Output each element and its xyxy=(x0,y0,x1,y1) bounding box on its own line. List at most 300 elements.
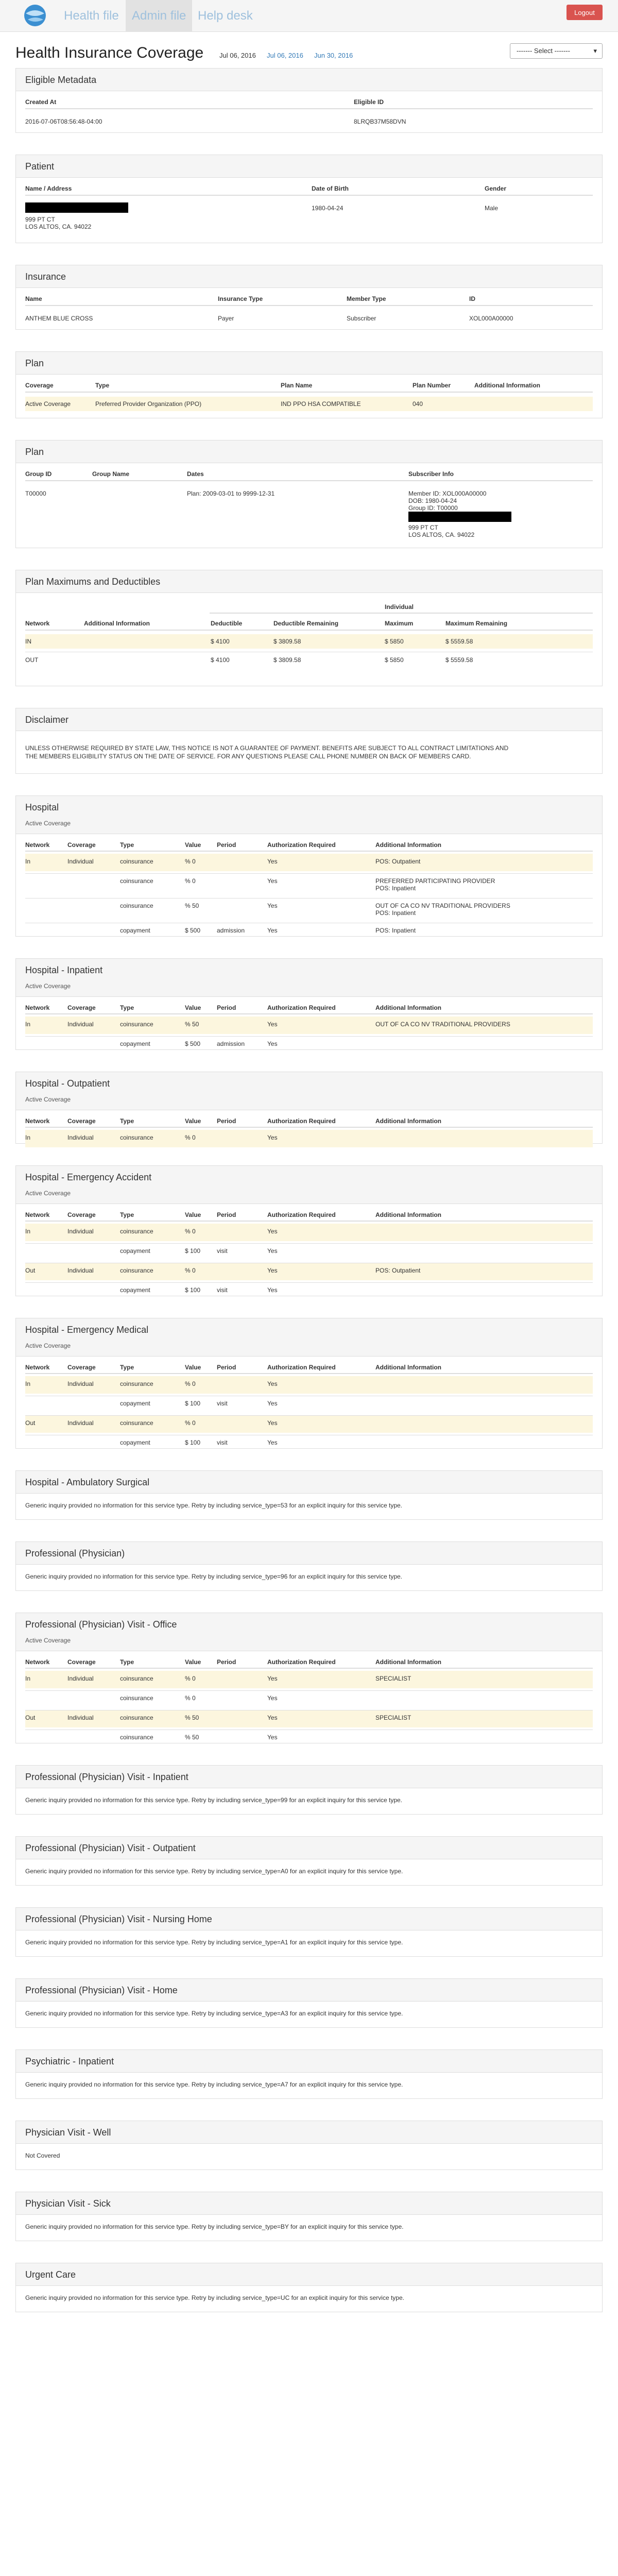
patient-address-line2: LOS ALTOS, CA. 94022 xyxy=(25,223,92,230)
benefit-cell: coinsurance xyxy=(120,1734,153,1741)
plan-cell: IND PPO HSA COMPATIBLE xyxy=(281,400,361,408)
header-rule xyxy=(25,1373,593,1374)
benefit-cell: % 0 xyxy=(185,877,196,885)
col-header: Period xyxy=(217,1658,236,1666)
header-rule xyxy=(25,1221,593,1222)
benefit-cell: coinsurance xyxy=(120,1228,153,1235)
section-note: Generic inquiry provided no information for this service type. Retry by including service_type=BY for an explicit inquiry for this service type. xyxy=(25,2223,404,2230)
benefit-cell: copayment xyxy=(120,1286,150,1294)
col-header: Authorization Required xyxy=(267,1364,336,1371)
title-bar xyxy=(0,32,618,68)
benefit-cell: In xyxy=(25,858,31,865)
benefit-cell: In xyxy=(25,1380,31,1387)
col-header-created-at: Created At xyxy=(25,98,57,106)
benefit-cell: Yes xyxy=(267,1267,278,1274)
section-note: Not Covered xyxy=(25,2152,60,2159)
panel-subtitle: Active Coverage xyxy=(25,1190,71,1197)
col-header: Type xyxy=(120,841,134,849)
benefit-cell: Individual xyxy=(67,1134,94,1141)
insurance-cell: XOL000A00000 xyxy=(469,315,513,322)
col-header: Value xyxy=(185,1211,201,1218)
nav-tab-admin-file[interactable]: Admin file xyxy=(126,0,192,32)
col-header: Type xyxy=(95,382,110,389)
panel-title: Professional (Physician) Visit - Inpatient xyxy=(25,1772,188,1782)
benefit-cell: admission xyxy=(217,927,245,934)
benefit-cell: POS: Inpatient xyxy=(375,927,416,934)
col-header: Deductible Remaining xyxy=(273,620,339,627)
panel-heading xyxy=(16,155,602,178)
panel-title: Plan xyxy=(25,358,44,368)
col-header: Group ID xyxy=(25,470,52,478)
col-header: Deductible xyxy=(211,620,243,627)
benefit-cell: copayment xyxy=(120,1247,150,1255)
col-header: Maximum Remaining xyxy=(445,620,508,627)
col-header: Insurance Type xyxy=(218,295,263,302)
max-cell: $ 5559.58 xyxy=(445,656,473,664)
panel-benefit-section xyxy=(15,2049,603,2099)
benefit-cell: copayment xyxy=(120,927,150,934)
patient-gender: Male xyxy=(485,205,499,212)
panel-title: Urgent Care xyxy=(25,2269,76,2280)
col-header: Type xyxy=(120,1211,134,1218)
benefit-cell: Yes xyxy=(267,1021,278,1028)
col-header: Additional Information xyxy=(375,1117,441,1125)
col-header: Network xyxy=(25,841,50,849)
panel-patient xyxy=(15,155,603,243)
row-rule xyxy=(25,1036,593,1037)
col-header: Additional Information xyxy=(375,1004,441,1011)
benefit-cell: Yes xyxy=(267,1380,278,1387)
benefit-cell: coinsurance xyxy=(120,1419,153,1427)
benefit-cell: copayment xyxy=(120,1040,150,1047)
col-header: Coverage xyxy=(67,1117,96,1125)
section-note: Generic inquiry provided no information for this service type. Retry by including service_type=UC for an explicit inquiry for this service type. xyxy=(25,2294,404,2301)
header-rule xyxy=(25,392,593,393)
col-header: Type xyxy=(120,1364,134,1371)
benefit-cell: coinsurance xyxy=(120,1694,153,1702)
benefit-cell: Yes xyxy=(267,927,278,934)
eligible-id-value: 8LRQB37M58DVN xyxy=(354,118,406,125)
date-select-value: ------- Select ------- xyxy=(517,47,570,55)
panel-title: Professional (Physician) Visit - Office xyxy=(25,1619,177,1630)
panel-heading xyxy=(16,2263,602,2286)
date-link-current[interactable]: Jul 06, 2016 xyxy=(219,52,256,59)
section-note: Generic inquiry provided no information for this service type. Retry by including service_type=A7 for an explicit inquiry for this service type. xyxy=(25,2081,403,2088)
subscriber-group-id: Group ID: T00000 xyxy=(408,504,458,512)
col-header: Value xyxy=(185,1117,201,1125)
col-header: Authorization Required xyxy=(267,1211,336,1218)
benefit-cell: Individual xyxy=(67,1419,94,1427)
col-header: Plan Number xyxy=(413,382,451,389)
benefit-cell: Yes xyxy=(267,1247,278,1255)
row-rule xyxy=(25,898,593,899)
benefit-cell: Yes xyxy=(267,877,278,885)
benefit-cell: Individual xyxy=(67,1714,94,1721)
benefit-cell: coinsurance xyxy=(120,1134,153,1141)
benefit-cell: coinsurance xyxy=(120,1675,153,1682)
panel-subtitle: Active Coverage xyxy=(25,1096,71,1103)
col-header-eligible-id: Eligible ID xyxy=(354,98,384,106)
panel-benefit-section xyxy=(15,1907,603,1957)
panel-benefit-section xyxy=(15,2192,603,2241)
panel-benefit-section xyxy=(15,2121,603,2170)
highlight-row xyxy=(25,854,593,871)
benefit-cell: $ 100 xyxy=(185,1439,201,1446)
benefit-cell: visit xyxy=(217,1400,228,1407)
max-cell: $ 3809.58 xyxy=(273,656,301,664)
row-rule xyxy=(25,1282,593,1283)
benefit-cell: copayment xyxy=(120,1400,150,1407)
col-header: Coverage xyxy=(67,1364,96,1371)
nav-tab-help-desk[interactable]: Help desk xyxy=(198,9,253,23)
benefit-cell: visit xyxy=(217,1247,228,1255)
panel-insurance xyxy=(15,265,603,330)
col-header: Period xyxy=(217,1364,236,1371)
panel-title: Psychiatric - Inpatient xyxy=(25,2056,114,2066)
panel-plan-maximums xyxy=(15,570,603,686)
benefit-cell: Individual xyxy=(67,1675,94,1682)
panel-subtitle: Active Coverage xyxy=(25,1342,71,1349)
col-header: Period xyxy=(217,1004,236,1011)
max-cell: IN xyxy=(25,638,31,645)
benefit-cell: $ 500 xyxy=(185,927,201,934)
benefit-cell: OUT OF CA CO NV TRADITIONAL PROVIDERS xyxy=(375,902,510,909)
max-cell: $ 4100 xyxy=(211,656,230,664)
benefit-cell: Out xyxy=(25,1419,36,1427)
benefit-cell: POS: Outpatient xyxy=(375,1267,421,1274)
panel-heading xyxy=(16,708,602,731)
max-cell: $ 5850 xyxy=(385,656,404,664)
plan-dates: Plan: 2009-03-01 to 9999-12-31 xyxy=(187,490,275,497)
benefit-cell: coinsurance xyxy=(120,877,153,885)
col-header: Authorization Required xyxy=(267,1004,336,1011)
col-header: Coverage xyxy=(67,1004,96,1011)
panel-subtitle: Active Coverage xyxy=(25,820,71,827)
insurance-cell: ANTHEM BLUE CROSS xyxy=(25,315,93,322)
panel-title: Disclaimer xyxy=(25,715,69,725)
panel-title: Professional (Physician) Visit - Outpatient xyxy=(25,1843,196,1853)
panel-heading xyxy=(16,796,602,834)
col-header: Coverage xyxy=(67,841,96,849)
panel-benefit-section xyxy=(15,1541,603,1591)
group-rule xyxy=(210,613,593,614)
col-header: Additional Information xyxy=(375,1658,441,1666)
benefit-cell: Individual xyxy=(67,1267,94,1274)
globe-logo-icon[interactable] xyxy=(23,3,47,28)
panel-subtitle: Active Coverage xyxy=(25,982,71,990)
created-at-value: 2016-07-06T08:56:48-04:00 xyxy=(25,118,102,125)
benefit-cell: coinsurance xyxy=(120,1021,153,1028)
benefit-cell: POS: Outpatient xyxy=(375,858,421,865)
section-note: Generic inquiry provided no information for this service type. Retry by including service_type=A1 for an explicit inquiry for this service type. xyxy=(25,1939,403,1946)
col-header: Additional Information xyxy=(375,1211,441,1218)
panel-title: Insurance xyxy=(25,272,66,282)
col-header: Network xyxy=(25,620,50,627)
panel-title: Hospital - Inpatient xyxy=(25,965,103,975)
col-header: Period xyxy=(217,1211,236,1218)
benefit-cell: % 50 xyxy=(185,902,199,909)
panel-benefit-section xyxy=(15,1765,603,1815)
col-header: Type xyxy=(120,1658,134,1666)
benefit-cell: PREFERRED PARTICIPATING PROVIDER xyxy=(375,877,495,885)
benefit-cell: % 0 xyxy=(185,1419,196,1427)
benefit-cell: visit xyxy=(217,1439,228,1446)
header-rule xyxy=(25,195,593,196)
header-rule xyxy=(25,108,593,109)
benefit-cell: Individual xyxy=(67,858,94,865)
benefit-cell: In xyxy=(25,1228,31,1235)
subscriber-dob: DOB: 1980-04-24 xyxy=(408,497,457,504)
benefit-cell: $ 100 xyxy=(185,1400,201,1407)
benefit-cell: % 50 xyxy=(185,1734,199,1741)
date-link[interactable]: Jul 06, 2016 xyxy=(267,52,303,59)
panel-benefit-section xyxy=(15,1836,603,1886)
col-header: Plan Name xyxy=(281,382,313,389)
col-header: Type xyxy=(120,1117,134,1125)
col-header: Authorization Required xyxy=(267,1117,336,1125)
logout-button[interactable]: Logout xyxy=(566,5,603,20)
navbar xyxy=(0,0,618,32)
panel-benefit-section xyxy=(15,2263,603,2312)
highlight-row xyxy=(25,1376,593,1394)
col-header: Network xyxy=(25,1211,50,1218)
panel-title: Plan Maximums and Deductibles xyxy=(25,577,161,587)
highlight-row xyxy=(25,634,593,649)
benefit-cell: % 0 xyxy=(185,1675,196,1682)
row-rule xyxy=(25,1415,593,1416)
disclaimer-line1: UNLESS OTHERWISE REQUIRED BY STATE LAW, THIS NOTICE IS NOT A GUARANTEE OF PAYMENT. BENEFITS ARE SUBJECT TO ALL CONTRACT LIMITATIONS AND xyxy=(25,744,509,752)
panel-plan-group xyxy=(15,440,603,548)
subscriber-address-line1: 999 PT CT xyxy=(408,524,438,531)
benefit-cell: Individual xyxy=(67,1228,94,1235)
col-header: Group Name xyxy=(92,470,130,478)
col-header-dob: Date of Birth xyxy=(312,185,349,192)
highlight-row xyxy=(25,1415,593,1433)
benefit-cell: % 0 xyxy=(185,1134,196,1141)
benefit-cell: % 0 xyxy=(185,1267,196,1274)
benefit-cell: $ 100 xyxy=(185,1247,201,1255)
panel-disclaimer xyxy=(15,708,603,774)
panel-title: Professional (Physician) Visit - Home xyxy=(25,1985,178,1995)
insurance-cell: Payer xyxy=(218,315,234,322)
panel-title: Hospital - Ambulatory Surgical xyxy=(25,1477,150,1487)
col-header: Maximum xyxy=(385,620,414,627)
col-header-name-address: Name / Address xyxy=(25,185,72,192)
panel-eligible-metadata xyxy=(15,68,603,133)
patient-address-line1: 999 PT CT xyxy=(25,216,55,223)
benefit-cell: coinsurance xyxy=(120,1714,153,1721)
benefit-cell: Yes xyxy=(267,1734,278,1741)
benefit-cell: copayment xyxy=(120,1439,150,1446)
col-header: Type xyxy=(120,1004,134,1011)
col-header: Additional Information xyxy=(84,620,150,627)
col-header: Authorization Required xyxy=(267,841,336,849)
insurance-cell: Subscriber xyxy=(347,315,376,322)
panel-benefit-section xyxy=(15,1318,603,1449)
col-header: Coverage xyxy=(67,1211,96,1218)
benefit-cell: $ 100 xyxy=(185,1286,201,1294)
benefit-cell: In xyxy=(25,1021,31,1028)
panel-benefit-section xyxy=(15,1165,603,1296)
header-rule xyxy=(25,480,593,481)
subscriber-member-id: Member ID: XOL000A00000 xyxy=(408,490,487,497)
panel-benefit-section xyxy=(15,1978,603,2028)
header-rule xyxy=(25,1127,593,1128)
benefit-cell: Yes xyxy=(267,1714,278,1721)
group-id: T00000 xyxy=(25,490,46,497)
panel-heading xyxy=(16,69,602,91)
benefit-cell: SPECIALIST xyxy=(375,1675,411,1682)
benefit-cell: visit xyxy=(217,1286,228,1294)
benefit-cell: Yes xyxy=(267,1694,278,1702)
panel-subtitle: Active Coverage xyxy=(25,1637,71,1644)
redacted-subscriber-name xyxy=(408,512,511,522)
benefit-cell: admission xyxy=(217,1040,245,1047)
col-header: Authorization Required xyxy=(267,1658,336,1666)
benefit-cell: coinsurance xyxy=(120,1267,153,1274)
disclaimer-line2: THE MEMBERS ELIGIBILITY STATUS ON THE DATE OF SERVICE. FOR ANY QUESTIONS PLEASE CALL PHONE NUMBER ON BACK OF MEMBERS CARD. xyxy=(25,753,471,760)
benefit-cell: Yes xyxy=(267,1400,278,1407)
panel-benefit-section xyxy=(15,958,603,1050)
header-rule xyxy=(25,1013,593,1014)
benefit-cell: Yes xyxy=(267,902,278,909)
panel-title: Eligible Metadata xyxy=(25,75,97,85)
benefit-cell-extra: POS: Inpatient xyxy=(375,909,416,917)
section-note: Generic inquiry provided no information for this service type. Retry by including service_type=99 for an explicit inquiry for this service type. xyxy=(25,1797,403,1804)
page-title: Health Insurance Coverage xyxy=(15,44,204,61)
col-header: Network xyxy=(25,1004,50,1011)
panel-title: Physician Visit - Well xyxy=(25,2127,111,2138)
panel-title: Professional (Physician) xyxy=(25,1548,125,1558)
benefit-cell: Yes xyxy=(267,1419,278,1427)
benefit-cell: coinsurance xyxy=(120,858,153,865)
col-header: Value xyxy=(185,1364,201,1371)
benefit-cell: In xyxy=(25,1134,31,1141)
highlight-row xyxy=(25,1710,593,1727)
subscriber-address-line2: LOS ALTOS, CA. 94022 xyxy=(408,531,475,538)
highlight-row xyxy=(25,1130,593,1147)
col-header-gender: Gender xyxy=(485,185,507,192)
benefit-cell: Yes xyxy=(267,1286,278,1294)
section-note: Generic inquiry provided no information for this service type. Retry by including service_type=96 for an explicit inquiry for this service type. xyxy=(25,1573,403,1580)
plan-cell: Active Coverage xyxy=(25,400,71,408)
benefit-cell: Yes xyxy=(267,1040,278,1047)
panel-title: Hospital - Emergency Accident xyxy=(25,1172,152,1182)
col-header: Subscriber Info xyxy=(408,470,454,478)
date-link[interactable]: Jun 30, 2016 xyxy=(314,52,353,59)
row-rule xyxy=(25,1690,593,1691)
panel-heading xyxy=(16,352,602,375)
col-header: Dates xyxy=(187,470,204,478)
col-header: Value xyxy=(185,841,201,849)
panel-title: Hospital - Outpatient xyxy=(25,1078,110,1089)
benefit-cell: In xyxy=(25,1675,31,1682)
panel-benefit-section xyxy=(15,1470,603,1520)
col-header: Name xyxy=(25,295,42,302)
max-cell: OUT xyxy=(25,656,39,664)
plan-cell: 040 xyxy=(413,400,423,408)
col-header: Additional Information xyxy=(474,382,540,389)
col-header: Additional Information xyxy=(375,1364,441,1371)
benefit-cell: OUT OF CA CO NV TRADITIONAL PROVIDERS xyxy=(375,1021,510,1028)
panel-title: Patient xyxy=(25,161,55,172)
col-header: ID xyxy=(469,295,475,302)
panel-heading xyxy=(16,959,602,997)
benefit-cell: Out xyxy=(25,1267,36,1274)
header-rule xyxy=(25,851,593,852)
col-header: Network xyxy=(25,1658,50,1666)
date-select[interactable] xyxy=(510,43,603,59)
panel-plan-coverage xyxy=(15,351,603,418)
benefit-cell: SPECIALIST xyxy=(375,1714,411,1721)
benefit-cell: Yes xyxy=(267,1675,278,1682)
max-cell: $ 3809.58 xyxy=(273,638,301,645)
col-header: Coverage xyxy=(67,1658,96,1666)
panel-title: Professional (Physician) Visit - Nursing Home xyxy=(25,1914,212,1924)
max-cell: $ 5850 xyxy=(385,638,404,645)
col-header: Network xyxy=(25,1364,50,1371)
benefit-cell: % 50 xyxy=(185,1714,199,1721)
benefit-cell: Individual xyxy=(67,1021,94,1028)
benefit-cell: % 0 xyxy=(185,858,196,865)
panel-benefit-section xyxy=(15,1072,603,1144)
col-header: Period xyxy=(217,1117,236,1125)
benefit-cell: % 0 xyxy=(185,1228,196,1235)
col-header: Member Type xyxy=(347,295,386,302)
row-rule xyxy=(25,873,593,874)
benefit-cell: Yes xyxy=(267,1134,278,1141)
benefit-cell: % 0 xyxy=(185,1694,196,1702)
panel-benefit-section xyxy=(15,795,603,937)
panel-heading xyxy=(16,440,602,463)
nav-tab-health-file[interactable]: Health file xyxy=(64,9,119,23)
redacted-name xyxy=(25,202,128,213)
benefit-cell: % 0 xyxy=(185,1380,196,1387)
highlight-row xyxy=(25,1671,593,1688)
panel-benefit-section xyxy=(15,1613,603,1743)
panel-heading xyxy=(16,265,602,288)
col-header: Value xyxy=(185,1658,201,1666)
benefit-cell: Individual xyxy=(67,1380,94,1387)
panel-title: Plan xyxy=(25,447,44,457)
col-header: Period xyxy=(217,841,236,849)
panel-title: Hospital - Emergency Medical xyxy=(25,1325,149,1335)
section-note: Generic inquiry provided no information for this service type. Retry by including service_type=A3 for an explicit inquiry for this service type. xyxy=(25,2010,403,2017)
benefit-cell: Yes xyxy=(267,1439,278,1446)
benefit-cell: coinsurance xyxy=(120,902,153,909)
col-header: Coverage xyxy=(25,382,54,389)
highlight-row xyxy=(25,1224,593,1241)
col-header: Network xyxy=(25,1117,50,1125)
panel-title: Physician Visit - Sick xyxy=(25,2198,111,2209)
benefit-cell: coinsurance xyxy=(120,1380,153,1387)
panel-title: Hospital xyxy=(25,802,59,812)
patient-dob: 1980-04-24 xyxy=(312,205,344,212)
benefit-cell-extra: POS: Inpatient xyxy=(375,885,416,892)
benefit-cell: $ 500 xyxy=(185,1040,201,1047)
header-rule xyxy=(25,305,593,306)
benefit-cell: Out xyxy=(25,1714,36,1721)
column-group-individual: Individual xyxy=(385,603,414,611)
max-cell: $ 5559.58 xyxy=(445,638,473,645)
col-header: Value xyxy=(185,1004,201,1011)
col-header: Additional Information xyxy=(375,841,441,849)
benefit-cell: Yes xyxy=(267,1228,278,1235)
section-note: Generic inquiry provided no information for this service type. Retry by including service_type=53 for an explicit inquiry for this service type. xyxy=(25,1502,403,1509)
header-rule xyxy=(25,630,593,631)
plan-cell: Preferred Provider Organization (PPO) xyxy=(95,400,202,408)
row-rule xyxy=(25,1243,593,1244)
